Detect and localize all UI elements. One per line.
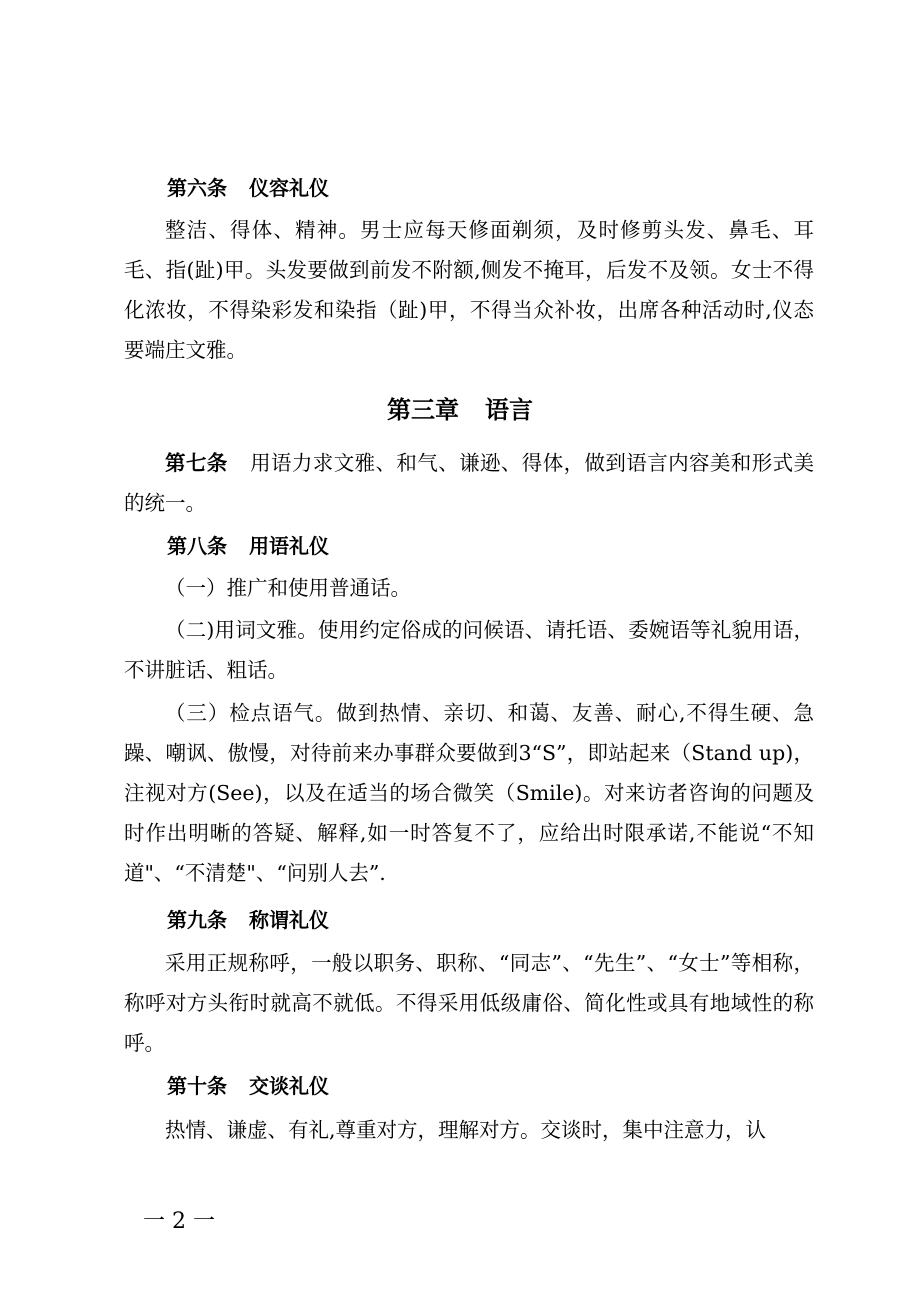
article-9-heading [124,900,814,940]
article-6-number: 第六条 [167,176,227,200]
chapter-3-title: 语言 [485,396,533,424]
chapter-3-number: 第三章 [387,396,459,424]
article-9-number: 第九条 [167,908,227,932]
article-10-heading [124,1066,814,1106]
article-9-title: 称谓礼仪 [249,908,329,932]
article-8-item-3: （三）检点语气。做到热情、亲切、和蔼、友善、耐心,不得生硬、急躁、嘲讽、傲慢，对待前来办事群众要做到3“S”，即站起来（Stand up)，注视对方(See)，以及在适当的场合微笑（Smile)。对来访者咨询的问题及时作出明晰的答疑、解释,如一时答复不了，应给出时限承诺,不能说“不知道"、“不清楚"、“问别人去”. [124,701,814,885]
article-6-heading [124,168,814,208]
article-9-body: 采用正规称呼，一般以职务、职称、“同志”、“先生”、“女士”等相称，称呼对方头衔时就高不就低。不得采用低级庸俗、简化性或具有地域性的称呼。 [124,951,814,1055]
article-6-body: 整洁、得体、精神。男士应每天修面剃须，及时修剪头发、鼻毛、耳毛、指(趾)甲。头发要做到前发不附额,侧发不掩耳，后发不及领。女士不得化浓妆，不得染彩发和染指（趾)甲，不得当众补妆，出席各种活动时,仪态要端庄文雅。 [124,218,814,362]
article-8-title: 用语礼仪 [249,534,329,558]
article-8-item-1: （一）推广和使用普通话。 [165,576,411,600]
chapter-3-heading [0,388,920,432]
article-10-body: 热情、谦虚、有礼,尊重对方，理解对方。交谈时，集中注意力，认 [165,1118,767,1142]
article-7-body: 用语力求文雅、和气、谦逊、得体，做到语言内容美和形式美的统一。 [124,451,815,515]
article-8-number: 第八条 [167,534,227,558]
article-10-number: 第十条 [167,1074,227,1098]
page-number: 一 2 一 [143,1209,215,1234]
article-8-heading [124,526,814,566]
article-10-title: 交谈礼仪 [249,1074,329,1098]
article-7-paragraph [124,443,814,523]
article-7-number: 第七条 [165,451,228,475]
article-6-title: 仪容礼仪 [249,176,329,200]
article-8-item-2: （二)用词文雅。使用约定俗成的问候语、请托语、委婉语等礼貌用语，不讲脏话、粗话。 [124,618,814,682]
